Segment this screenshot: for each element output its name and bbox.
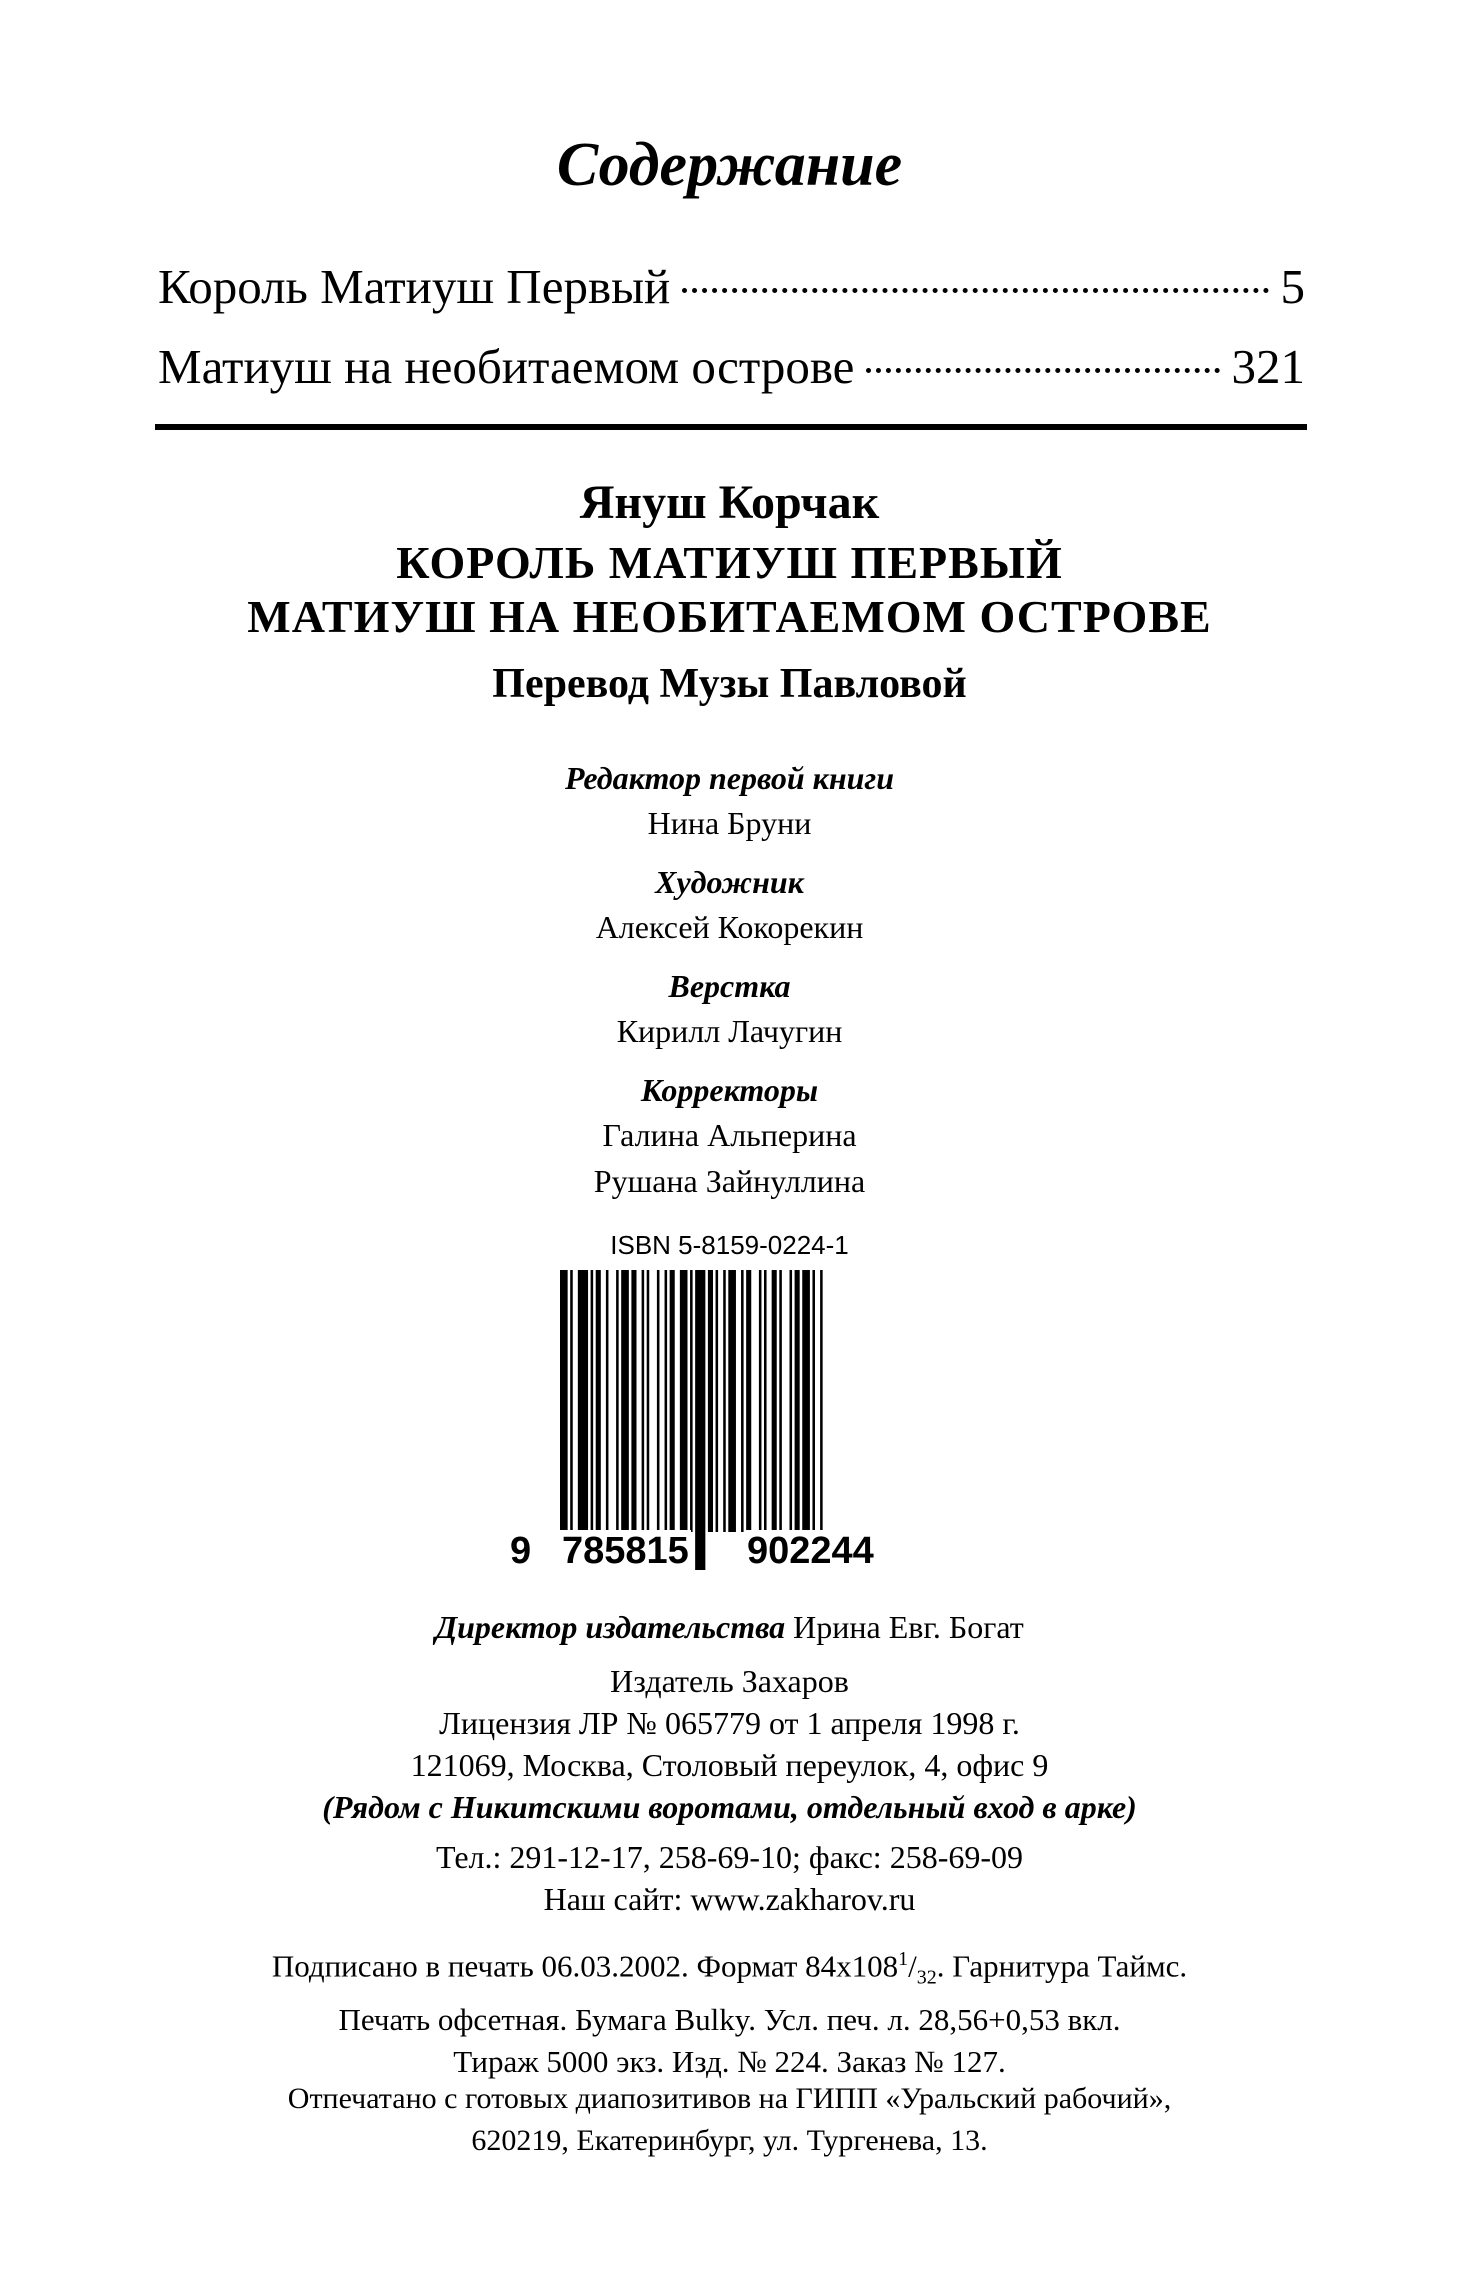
barcode-bar (616, 1270, 619, 1532)
barcode-bar (670, 1270, 675, 1532)
isbn-barcode (500, 1270, 930, 1570)
license-line: Лицензия ЛР № 065779 от 1 апреля 1998 г. (439, 1705, 1020, 1741)
printer-block (0, 2078, 1459, 2162)
isbn-label: ISBN 5-8159-0224-1 (610, 1230, 849, 1260)
barcode-bar (772, 1270, 777, 1532)
format-sup: 1 (898, 1948, 909, 1970)
credit-role: Корректоры (640, 1072, 819, 1108)
barcode-bar (695, 1270, 705, 1570)
toc-leader-dots (682, 288, 1268, 293)
toc-entry[interactable] (158, 258, 1305, 338)
address-note: (Рядом с Никитскими воротами, отдельный вход в арке) (322, 1789, 1137, 1825)
printer-line-1: Отпечатано с готовых диапозитивов на ГИПП «Уральский рабочий», (287, 2082, 1172, 2115)
barcode-bar (723, 1270, 726, 1532)
contacts-block (0, 1836, 1459, 1920)
publisher-name: Издатель Захаров (610, 1663, 849, 1699)
phones-line: Тел.: 291-12-17, 258-69-10; факс: 258-69-09 (436, 1839, 1023, 1875)
credit-name: Алексей Кокорекин (595, 909, 864, 945)
barcode-bar (690, 1270, 693, 1532)
toc-entry-page: 321 (1231, 339, 1305, 394)
signed-line: Подписано в печать 06.03.2002. Формат $84x108^1/_{32}$. Гарнитура Таймс. (271, 1948, 1188, 1989)
barcode-bar (708, 1270, 713, 1532)
translation-credit: Перевод Музы Павловой (492, 661, 967, 707)
publisher-block (0, 1660, 1459, 1828)
director-line (0, 1606, 1459, 1648)
format-sub: 32 (916, 1966, 937, 1989)
barcode-bar (728, 1270, 736, 1532)
credit-proofreaders (0, 1068, 1459, 1204)
credit-name: Галина Альперина (602, 1117, 857, 1153)
director-name: Ирина Евг. Богат (793, 1609, 1024, 1645)
credit-layout (0, 964, 1459, 1054)
barcode-bar (779, 1270, 782, 1532)
barcode-bar (560, 1270, 568, 1570)
barcode-bar (802, 1270, 810, 1532)
barcode-bar (716, 1270, 719, 1532)
credit-role: Верстка (668, 968, 791, 1004)
signed-suffix: . Гарнитура Таймс. (936, 1948, 1188, 1984)
barcode-bar (657, 1270, 660, 1532)
barcode-bar (790, 1270, 793, 1532)
credit-name: Нина Бруни (647, 805, 812, 841)
barcode-bar (570, 1270, 573, 1570)
printing-details (0, 1938, 1459, 2083)
author-name: Януш Корчак (579, 476, 880, 529)
barcode-digit-prefix: 9 (510, 1530, 532, 1572)
barcode-bar (812, 1270, 815, 1532)
run-line: Тираж 5000 экз. Изд. № 224. Заказ № 127. (453, 2043, 1006, 2079)
barcode-digits-right: 902244 (747, 1530, 874, 1572)
book-title-line-2: МАТИУШ НА НЕОБИТАЕМОМ ОСТРОВЕ (247, 591, 1212, 642)
barcode-digits (500, 1530, 930, 1576)
barcode-digits-left: 785815 (562, 1530, 689, 1572)
toc-heading: Содержание (556, 131, 903, 199)
toc-entry-title: Матиуш на необитаемом острове (158, 339, 855, 394)
barcode-bar (621, 1270, 629, 1532)
toc-entry[interactable] (158, 338, 1305, 418)
barcode-bar (647, 1270, 650, 1532)
barcode-bar (631, 1270, 636, 1532)
director-role: Директор издательства (435, 1609, 786, 1645)
barcode-bar (665, 1270, 668, 1532)
barcode-bar (741, 1270, 744, 1532)
book-title-line-1: КОРОЛЬ МАТИУШ ПЕРВЫЙ (396, 537, 1063, 588)
barcode-bar (764, 1270, 767, 1532)
barcode-bar (642, 1270, 645, 1532)
barcode-bar (680, 1270, 688, 1532)
credit-name: Рушана Зайнуллина (593, 1163, 866, 1199)
barcode-bar (591, 1270, 594, 1532)
barcode-bar (596, 1270, 601, 1532)
toc-leader-dots (866, 368, 1219, 373)
address-line: 121069, Москва, Столовый переулок, 4, офис 9 (410, 1747, 1049, 1783)
toc-entry-page: 5 (1280, 259, 1305, 314)
barcode-bar (759, 1270, 762, 1532)
barcode-bar (578, 1270, 588, 1532)
barcode-bar (795, 1270, 800, 1532)
toc-entry-title: Король Матиуш Первый (158, 259, 671, 314)
website-line[interactable]: Наш сайт: www.zakharov.ru (543, 1881, 916, 1917)
credit-artist (0, 860, 1459, 950)
credits-block (0, 756, 1459, 1218)
printer-line-2: 620219, Екатеринбург, ул. Тургенева, 13. (471, 2124, 988, 2157)
print-line: Печать офсетная. Бумага Bulky. Усл. печ. л. 28,56+0,53 вкл. (338, 2001, 1121, 2037)
barcode-bar (746, 1270, 751, 1532)
credit-editor (0, 756, 1459, 846)
signed-prefix: Подписано в печать 06.03.2002. Формат 84x108 (271, 1948, 899, 1984)
divider-rule (155, 424, 1307, 430)
credit-name: Кирилл Лачугин (616, 1013, 843, 1049)
toc-list (158, 258, 1305, 418)
barcode-bar (820, 1270, 823, 1570)
credit-role: Редактор первой книги (565, 760, 894, 796)
barcode-bar (606, 1270, 609, 1532)
credit-role: Художник (655, 864, 804, 900)
